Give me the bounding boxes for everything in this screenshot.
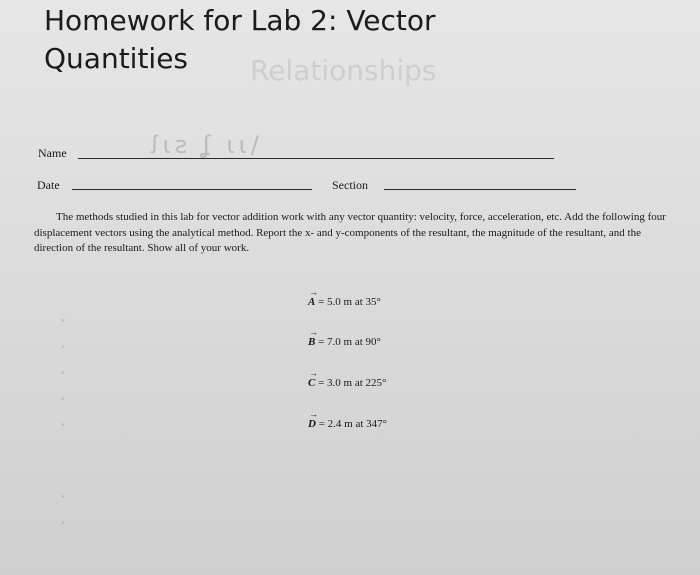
page-title-line-2: Quantities [44, 42, 189, 75]
name-label: Name [38, 146, 67, 160]
vector-c [308, 368, 387, 389]
vector-b [308, 327, 381, 348]
bleed-through-text: Relationships [250, 54, 437, 87]
vector-a [308, 287, 381, 308]
vector-c-value: = 3.0 m at 225° [318, 377, 387, 389]
bleed-through-mark: • [60, 394, 66, 405]
bleed-through-mark: • [60, 368, 66, 379]
vector-b-symbol: → B [308, 327, 318, 348]
vector-a-value: = 5.0 m at 35° [318, 296, 381, 308]
bleed-through-mark: • [60, 342, 66, 353]
name-field[interactable] [78, 158, 554, 159]
vector-b-value: = 7.0 m at 90° [318, 336, 381, 348]
vector-c-symbol: → C [308, 368, 318, 389]
date-label: Date [37, 178, 60, 192]
vector-d-value: = 2.4 m at 347° [318, 418, 388, 430]
vector-d-symbol: → D [308, 409, 318, 430]
section-label: Section [332, 178, 368, 192]
vector-d [308, 409, 388, 430]
section-field[interactable] [384, 189, 576, 190]
bleed-through-mark: • [60, 420, 66, 431]
bleed-through-mark: • [60, 518, 66, 529]
vector-a-symbol: → A [308, 287, 318, 308]
handwritten-name-faint: ꭍɩƨ ʆ ɩɩ/ [150, 131, 263, 159]
page-title-line-1: Homework for Lab 2: Vector [44, 4, 436, 37]
instructions-text: The methods studied in this lab for vector addition work with any vector quantity: velocity, force, acceleration, etc. Add the following four displacement vectors using the analytical method. Report the x- and y-components of the resultant, the magnitude of the resultant, and the direction of the resultant. Show all of your work. [34, 211, 666, 254]
bleed-through-mark: • [60, 316, 66, 327]
instructions-paragraph [34, 210, 674, 257]
bleed-through-mark: • [60, 492, 66, 503]
date-field[interactable] [72, 189, 312, 190]
